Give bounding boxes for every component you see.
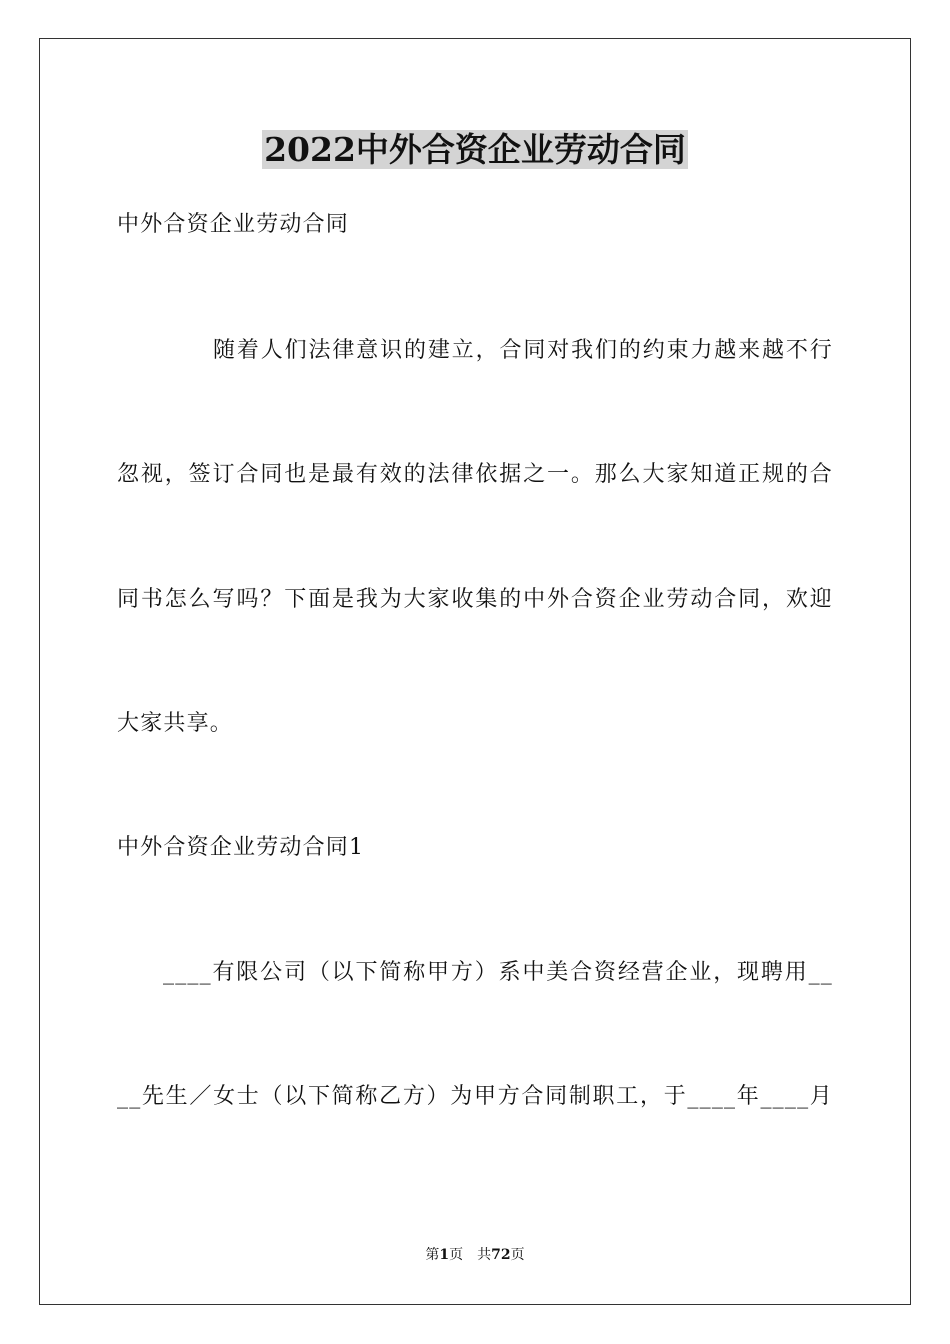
footer-page-total: 72: [491, 1247, 511, 1263]
intro-line-2: 忽视，签订合同也是最有效的法律依据之一。那么大家知道正规的合: [117, 462, 833, 487]
document-title: [0, 128, 950, 172]
document-subtitle: 中外合资企业劳动合同: [117, 212, 350, 237]
intro-line-3: 同书怎么写吗？下面是我为大家收集的中外合资企业劳动合同，欢迎: [117, 587, 833, 612]
footer-page-mid: 页 共: [449, 1247, 492, 1263]
page-footer: [0, 1245, 950, 1265]
body-line-1: ____有限公司（以下简称甲方）系中美合资经营企业，现聘用__: [163, 960, 833, 985]
section-heading: 中外合资企业劳动合同1: [117, 835, 365, 860]
footer-page-suffix: 页: [510, 1247, 525, 1263]
body-line-2: __先生／女士（以下简称乙方）为甲方合同制职工，于____年____月: [117, 1084, 833, 1109]
intro-line-4: 大家共享。: [117, 711, 234, 736]
intro-line-1: 随着人们法律意识的建立，合同对我们的约束力越来越不行: [213, 338, 833, 363]
document-title-text: 2022中外合资企业劳动合同: [264, 130, 686, 169]
footer-page-prefix: 第: [425, 1247, 440, 1263]
footer-page-current: 1: [439, 1247, 450, 1263]
